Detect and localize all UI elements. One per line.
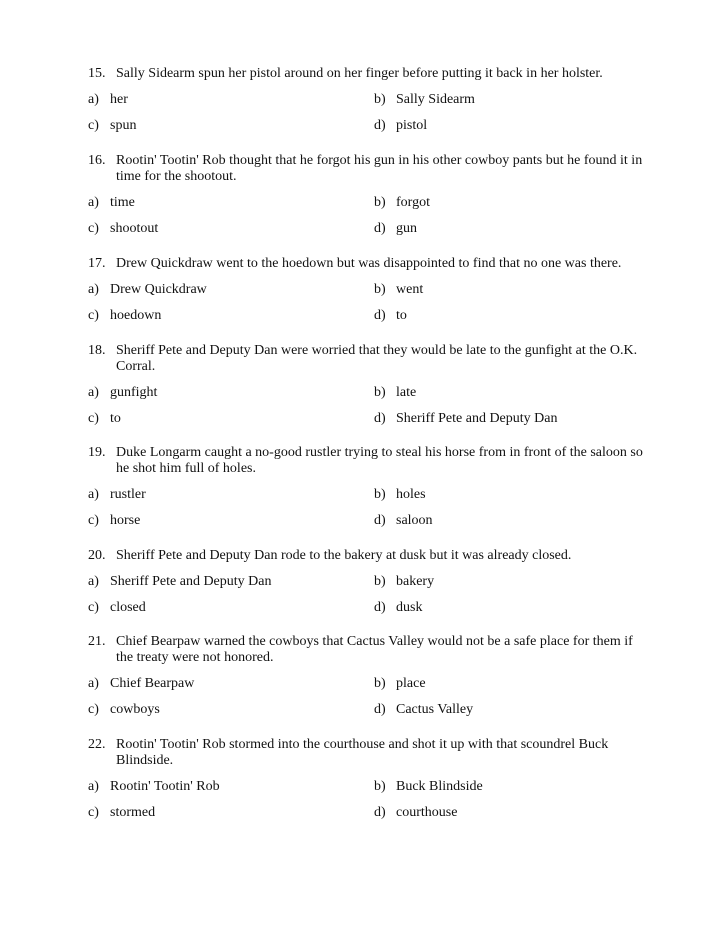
option-row xyxy=(88,676,648,692)
option-letter: c) xyxy=(88,118,99,133)
question-prompt xyxy=(88,548,648,564)
question-text: Rootin' Tootin' Rob stormed into the courthouse and shot it up with that scoundrel Buck Blindside. xyxy=(116,737,609,768)
question-17 xyxy=(88,256,648,324)
question-text: Drew Quickdraw went to the hoedown but was disappointed to find that no one was there. xyxy=(116,256,622,271)
option-letter: c) xyxy=(88,513,99,528)
question-text: Sheriff Pete and Deputy Dan were worried that they would be late to the gunfight at the O.K. Corral. xyxy=(116,343,638,374)
question-prompt xyxy=(88,256,648,272)
question-18 xyxy=(88,343,648,427)
question-20 xyxy=(88,548,648,616)
option-text: Chief Bearpaw xyxy=(110,676,195,691)
option-row xyxy=(88,385,648,401)
option-c xyxy=(88,118,374,134)
option-c xyxy=(88,805,374,821)
option-row xyxy=(88,92,648,108)
option-text: gun xyxy=(396,221,417,236)
option-c xyxy=(88,308,374,324)
question-prompt xyxy=(88,343,648,375)
option-text: pistol xyxy=(396,118,428,133)
option-text: horse xyxy=(110,513,141,528)
option-b xyxy=(374,574,648,590)
question-prompt xyxy=(88,445,648,477)
option-text: rustler xyxy=(110,487,146,502)
option-text: spun xyxy=(110,118,137,133)
option-row xyxy=(88,195,648,211)
option-d xyxy=(374,805,648,821)
option-letter: a) xyxy=(88,282,99,297)
option-row xyxy=(88,308,648,324)
option-a xyxy=(88,574,374,590)
option-text: Sheriff Pete and Deputy Dan xyxy=(396,411,558,426)
option-text: place xyxy=(396,676,426,691)
option-letter: a) xyxy=(88,779,99,794)
option-a xyxy=(88,92,374,108)
option-letter: a) xyxy=(88,195,99,210)
option-row xyxy=(88,487,648,503)
option-letter: c) xyxy=(88,702,99,717)
option-row xyxy=(88,411,648,427)
question-prompt xyxy=(88,634,648,666)
option-letter: a) xyxy=(88,385,99,400)
question-text: Rootin' Tootin' Rob thought that he forgot his gun in his other cowboy pants but he found it in time for the shootout. xyxy=(116,153,643,184)
option-b xyxy=(374,676,648,692)
option-b xyxy=(374,92,648,108)
option-letter: a) xyxy=(88,676,99,691)
question-number: 22. xyxy=(88,737,106,752)
option-text: holes xyxy=(396,487,426,502)
option-letter: d) xyxy=(374,600,386,615)
option-text: hoedown xyxy=(110,308,162,323)
option-b xyxy=(374,195,648,211)
option-d xyxy=(374,118,648,134)
option-a xyxy=(88,779,374,795)
option-letter: d) xyxy=(374,221,386,236)
question-prompt xyxy=(88,153,648,185)
option-text: dusk xyxy=(396,600,423,615)
option-b xyxy=(374,385,648,401)
option-letter: d) xyxy=(374,308,386,323)
option-row xyxy=(88,118,648,134)
question-16 xyxy=(88,153,648,237)
option-letter: b) xyxy=(374,282,386,297)
option-text: gunfight xyxy=(110,385,158,400)
question-number: 20. xyxy=(88,548,106,563)
option-row xyxy=(88,805,648,821)
question-number: 16. xyxy=(88,153,106,168)
option-text: her xyxy=(110,92,128,107)
question-number: 15. xyxy=(88,66,106,81)
option-letter: b) xyxy=(374,676,386,691)
option-letter: d) xyxy=(374,118,386,133)
option-text: Drew Quickdraw xyxy=(110,282,207,297)
option-c xyxy=(88,221,374,237)
option-text: time xyxy=(110,195,135,210)
option-text: went xyxy=(396,282,424,297)
option-row xyxy=(88,600,648,616)
option-text: late xyxy=(396,385,417,400)
question-number: 18. xyxy=(88,343,106,358)
option-text: forgot xyxy=(396,195,430,210)
option-letter: b) xyxy=(374,92,386,107)
option-letter: a) xyxy=(88,487,99,502)
option-letter: c) xyxy=(88,600,99,615)
option-text: bakery xyxy=(396,574,435,589)
option-text: shootout xyxy=(110,221,159,236)
option-letter: d) xyxy=(374,513,386,528)
option-letter: b) xyxy=(374,487,386,502)
option-letter: c) xyxy=(88,411,99,426)
option-letter: a) xyxy=(88,92,99,107)
option-row xyxy=(88,779,648,795)
option-letter: b) xyxy=(374,779,386,794)
option-row xyxy=(88,513,648,529)
question-number: 21. xyxy=(88,634,106,649)
option-letter: d) xyxy=(374,702,386,717)
option-row xyxy=(88,574,648,590)
question-number: 19. xyxy=(88,445,106,460)
option-text: Cactus Valley xyxy=(396,702,474,717)
question-text: Sally Sidearm spun her pistol around on her finger before putting it back in her holster. xyxy=(116,66,603,81)
option-letter: c) xyxy=(88,805,99,820)
option-b xyxy=(374,282,648,298)
option-row xyxy=(88,282,648,298)
option-d xyxy=(374,513,648,529)
question-text: Chief Bearpaw warned the cowboys that Cactus Valley would not be a safe place for them if the treaty were not honored. xyxy=(116,634,633,665)
question-21 xyxy=(88,634,648,718)
option-letter: b) xyxy=(374,195,386,210)
option-d xyxy=(374,702,648,718)
option-c xyxy=(88,702,374,718)
option-text: stormed xyxy=(110,805,156,820)
option-letter: d) xyxy=(374,411,386,426)
question-prompt xyxy=(88,737,648,769)
option-letter: c) xyxy=(88,221,99,236)
question-text: Sheriff Pete and Deputy Dan rode to the bakery at dusk but it was already closed. xyxy=(116,548,572,563)
option-d xyxy=(374,600,648,616)
question-text: Duke Longarm caught a no-good rustler trying to steal his horse from in front of the saloon so he shot him full of holes. xyxy=(116,445,643,476)
option-text: courthouse xyxy=(396,805,458,820)
option-a xyxy=(88,282,374,298)
question-19 xyxy=(88,445,648,529)
question-22 xyxy=(88,737,648,821)
option-c xyxy=(88,513,374,529)
question-prompt xyxy=(88,66,648,82)
option-text: saloon xyxy=(396,513,433,528)
option-a xyxy=(88,676,374,692)
option-letter: d) xyxy=(374,805,386,820)
option-d xyxy=(374,221,648,237)
option-b xyxy=(374,779,648,795)
question-number: 17. xyxy=(88,256,106,271)
option-text: to xyxy=(396,308,407,323)
option-text: Sheriff Pete and Deputy Dan xyxy=(110,574,272,589)
option-text: Sally Sidearm xyxy=(396,92,475,107)
question-15 xyxy=(88,66,648,134)
option-row xyxy=(88,702,648,718)
option-text: Buck Blindside xyxy=(396,779,483,794)
option-c xyxy=(88,411,374,427)
option-letter: a) xyxy=(88,574,99,589)
option-text: closed xyxy=(110,600,146,615)
option-text: cowboys xyxy=(110,702,160,717)
option-b xyxy=(374,487,648,503)
option-a xyxy=(88,195,374,211)
option-letter: b) xyxy=(374,385,386,400)
option-a xyxy=(88,487,374,503)
option-text: Rootin' Tootin' Rob xyxy=(110,779,220,794)
option-text: to xyxy=(110,411,121,426)
option-d xyxy=(374,411,648,427)
option-c xyxy=(88,600,374,616)
option-d xyxy=(374,308,648,324)
option-letter: c) xyxy=(88,308,99,323)
option-letter: b) xyxy=(374,574,386,589)
option-row xyxy=(88,221,648,237)
option-a xyxy=(88,385,374,401)
